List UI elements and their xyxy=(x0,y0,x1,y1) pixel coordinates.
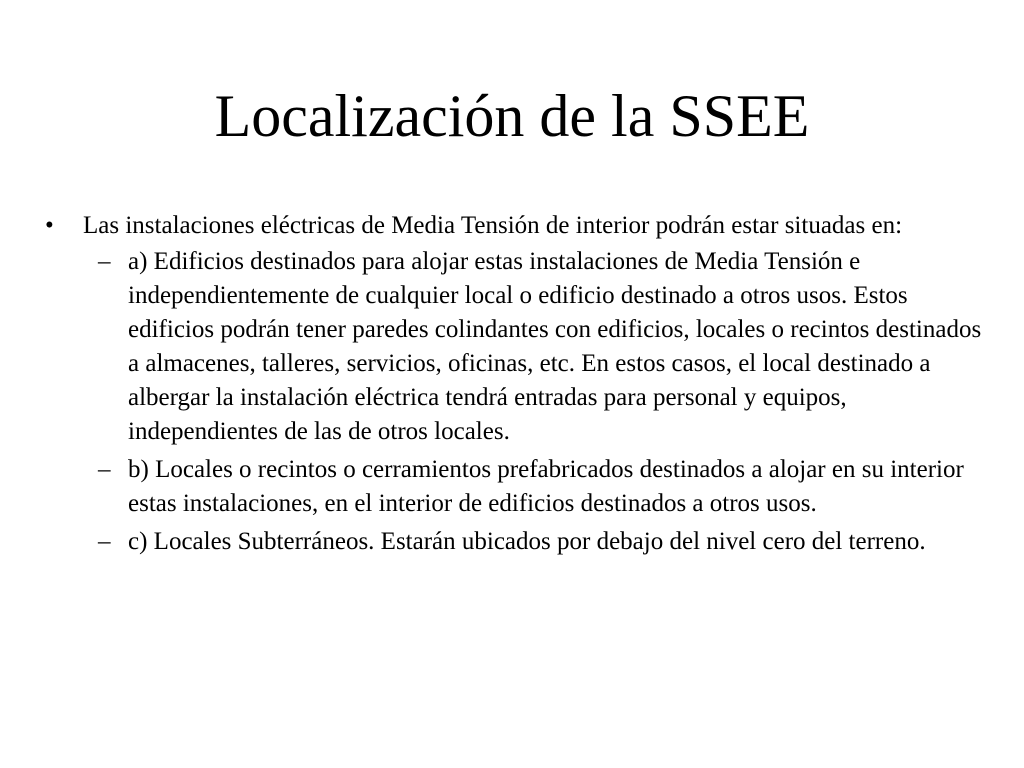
sub-bullet-marker: – xyxy=(98,528,111,555)
sub-bullet-item-c xyxy=(0,525,988,559)
slide-body xyxy=(0,210,1024,559)
sub-bullet-text: c) Locales Subterráneos. Estarán ubicados por debajo del nivel cero del terreno. xyxy=(128,528,926,555)
bullet-marker: • xyxy=(45,212,54,239)
sub-bullet-item-a xyxy=(0,245,988,449)
sub-bullet-marker: – xyxy=(98,456,111,483)
slide-title: Localización de la SSEE xyxy=(214,83,810,149)
bullet-text: Las instalaciones eléctricas de Media Tensión de interior podrán estar situadas en: xyxy=(83,212,903,239)
sub-bullet-text: b) Locales o recintos o cerramientos prefabricados destinados a alojar en su interior estas instalaciones, en el interior de edificios destinados a otros usos. xyxy=(128,456,964,517)
bullet-item xyxy=(0,210,973,241)
sub-bullet-text: a) Edificios destinados para alojar estas instalaciones de Media Tensión e independientemente de cualquier local o edificio destinado a otros usos. Estos edificios podrán tener paredes colindantes con edificios, locales o recintos destinados a almacenes, talleres, servicios, oficinas, etc. En estos casos, el local destinado a albergar la instalación eléctrica tendrá entradas para personal y equipos, independientes de las de otros locales. xyxy=(128,248,982,445)
sub-bullet-marker: – xyxy=(98,248,111,275)
sub-bullet-item-b xyxy=(0,453,988,521)
